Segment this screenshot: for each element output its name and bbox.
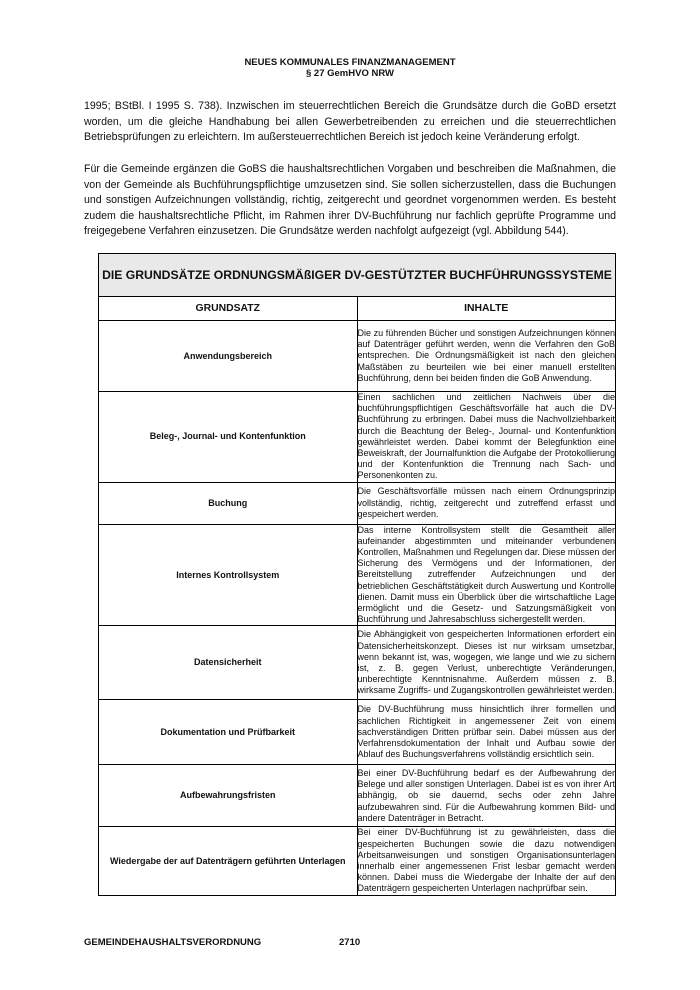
principles-table xyxy=(98,253,616,896)
table-row xyxy=(99,392,616,483)
row-label: Aufbewahrungsfristen xyxy=(99,765,358,827)
table-row xyxy=(99,482,616,524)
table-header-row xyxy=(99,297,616,321)
row-label: Buchung xyxy=(99,482,358,524)
row-content: Die zu führenden Bücher und sonstigen Aufzeichnungen können auf Datenträger geführt werden, wenn die Verfahren den GoB entsprechen. Die Ordnungsmäßigkeit ist nach den gleichen Maßstäben zu beurteilen wie bei einer manuell erstellten Buchführung, denn bei beiden finden die GoB Anwendung. xyxy=(357,321,616,392)
row-label: Wiedergabe der auf Datenträgern geführten Unterlagen xyxy=(99,827,358,895)
row-content: Bei einer DV-Buchführung ist zu gewährleisten, dass die gespeicherten Buchungen sowie die dazu notwendigen Arbeitsanweisungen und sonstigen Organisationsunterlagen innerhalb einer angemessenen Frist lesbar gemacht werden können. Dabei muss die Wiedergabe der Inhalte der auf den Datenträgern gespeicherten Unterlagen nachprüfbar sein. xyxy=(357,827,615,894)
table-row xyxy=(99,321,616,392)
table-row xyxy=(99,626,616,700)
footer-title: GEMEINDEHAUSHALTSVERORDNUNG xyxy=(84,937,262,948)
row-label: Anwendungsbereich xyxy=(99,321,358,392)
table-row xyxy=(99,765,616,827)
table-title: DIE GRUNDSÄTZE ORDNUNGSMÄßIGER DV-GESTÜTZTER BUCHFÜHRUNGSSYSTEME xyxy=(99,254,616,297)
row-content: Die DV-Buchführung muss hinsichtlich ihrer formellen und sachlichen Richtigkeit in angemessener Zeit von einem sachverständigen Dritten prüfbar sein. Dabei müssen aus der Verfahrensdokumentation der Inhalt und Aufbau sowie der Ablauf des Buchungsverfahrens vollständig ersichtlich sein. xyxy=(357,700,616,765)
row-content: Die Abhängigkeit von gespeicherten Informationen erfordert ein Datensicherheitskonzept. Dieses ist nur wirksam umsetzbar, wenn bekannt ist, was, wogegen, wie lange und wie zu sichern ist, z. B. gegen Verlust, unberechtigte Veränderungen, unberechtigte Kenntnisnahme. Außerdem müssen z. B. wirksame Zugriffs- und Zugangskontrollen gewährleistet werden. xyxy=(357,626,616,700)
header-title: NEUES KOMMUNALES FINANZMANAGEMENT xyxy=(244,57,456,68)
page-header xyxy=(0,57,700,79)
page-number: 2710 xyxy=(339,937,361,948)
row-content: Bei einer DV-Buchführung bedarf es der Aufbewahrung der Belege und aller sonstigen Unterlagen. Dabei ist es von ihrer Art abhängig, ob sie dauernd, sechs oder zehn Jahre aufzubewahren sind. Für die Aufbewahrung kommen Bild- und andere Datenträger in Betracht. xyxy=(357,765,616,827)
table-row xyxy=(99,524,616,626)
column-header-inhalte: INHALTE xyxy=(357,297,616,321)
row-label: Dokumentation und Prüfbarkeit xyxy=(99,700,358,765)
table-title-row xyxy=(99,254,616,297)
column-header-grundsatz: GRUNDSATZ xyxy=(99,297,358,321)
table-row xyxy=(99,700,616,765)
row-content: Die Geschäftsvorfälle müssen nach einem Ordnungsprinzip vollständig, richtig, zeitgerecht und zutreffend erfasst und gespeichert werden. xyxy=(357,482,616,524)
table-row xyxy=(99,827,616,895)
row-label: Beleg-, Journal- und Kontenfunktion xyxy=(99,392,358,483)
row-content: Einen sachlichen und zeitlichen Nachweis über die buchführungspflichtigen Geschäftsvorfälle hat auch die DV-Buchführung zu erbringen. Dabei muss die Nachvollziehbarkeit durch die Beachtung der Beleg-, Journal- und Kontenfunktion gewährleistet werden. Dabei kommt der Belegfunktion eine Beweiskraft, der Journalfunktion die Aufgabe der Protokollierung und der Kontenfunktion die Trennung nach Sach- und Personenkonten zu. xyxy=(357,392,615,481)
intro-paragraph-1: 1995; BStBl. I 1995 S. 738). Inzwischen im steuerrechtlichen Bereich die Grundsätze durch die GoBD ersetzt worden, um die gleiche Handhabung bei allen Gewerbetreibenden zu erreichen und die steuerrechtlichen Betriebsprüfungen zu erleichtern. Im außersteuerrechtlichen Bereich ist jedoch keine Veränderung erfolgt. xyxy=(84,100,616,143)
row-content: Das interne Kontrollsystem stellt die Gesamtheit aller aufeinander abgestimmten und miteinander verbundenen Kontrollen, Maßnahmen und Regelungen dar. Diese müssen der Sicherung des Vermögens und der Informationen, der Bereitstellung zutreffender Aufzeichnungen und der betrieblichen Geschäftstätigkeit durch Auswertung und Kontrolle dienen. Damit muss ein Überblick über die wirtschaftliche Lage ermöglicht und die Gesetz- und Satzungsmäßigkeit von Buchführung und Jahresabschluss sichergestellt werden. xyxy=(357,524,615,625)
row-label: Internes Kontrollsystem xyxy=(99,524,358,626)
row-label: Datensicherheit xyxy=(99,626,358,700)
header-subtitle: § 27 GemHVO NRW xyxy=(306,68,394,79)
intro-paragraph-2: Für die Gemeinde ergänzen die GoBS die haushaltsrechtlichen Vorgaben und beschreiben die Maßnahmen, die von der Gemeinde als Buchführungspflichtige umzusetzen sind. Sie sollen sicherzustellen, dass die Buchungen und sonstigen Aufzeichnungen vollständig, richtig, zeitgerecht und geordnet vorgenommen werden. Es besteht zudem die haushaltsrechtliche Pflicht, im Rahmen ihrer DV-Buchführung nur fachlich geprüfte Programme und freigegebene Verfahren einzusetzen. Die Grundsätze werden nachfolgt aufgezeigt (vgl. Abbildung 544). xyxy=(84,163,616,237)
